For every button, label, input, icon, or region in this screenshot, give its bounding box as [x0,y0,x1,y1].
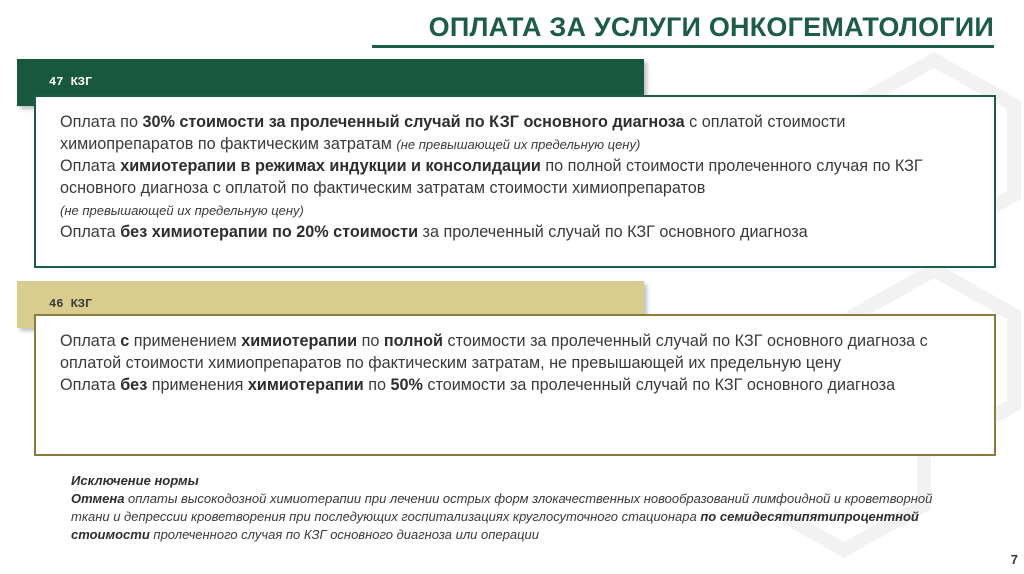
paragraph-induction-consolidation: Оплата химиотерапии в режимах индукции и консолидации по полной стоимости пролеченного случая по КЗГ основного диагноза с оплатой по фактическим затратам стоимости химиопрепаратов (не превышающей их предельную цену) [60,157,923,218]
paragraph-30-percent: Оплата по 30% стоимости за пролеченный случай по КЗГ основного диагноза с оплатой стоимости химиопрепаратов по фактическим затратам (не превышающей их предельную цену) [60,113,846,153]
section-header-47-kzg: 47 КЗГ [17,59,644,106]
note-heading: Исключение нормы [71,473,199,488]
paragraph-without-chemo-20-percent: Оплата без химиотерапии по 20% стоимости за пролеченный случай по КЗГ основного диагноза [60,223,808,241]
exception-note: Исключение нормы Отмена оплаты высокодозной химиотерапии при лечении острых форм злокачественных новообразований лимфоидной и кроветворной ткани и депрессии кроветворения при последующих госпитализациях круглосуточного стационара по семидесятипятипроцентной стоимости пролеченного случая по КЗГ основного диагноза или операции [71,473,933,542]
title-underline [372,45,994,48]
page-title: ОПЛАТА ЗА УСЛУГИ ОНКОГЕМАТОЛОГИИ [428,12,994,42]
section-box-47-kzg [34,95,996,268]
section-box-46-kzg [34,314,996,456]
page-number: 7 [1010,552,1018,567]
paragraph-with-chemo-full: Оплата с применением химиотерапии по полной стоимости за пролеченный случай по КЗГ основного диагноза с оплатой стоимости химиопрепаратов по фактическим затратам, не превышающей их предельную цену [60,332,928,372]
paragraph-without-chemo-50-percent: Оплата без применения химиотерапии по 50% стоимости за пролеченный случай по КЗГ основного диагноза [60,376,896,394]
section-header-46-kzg: 46 КЗГ [17,281,644,328]
